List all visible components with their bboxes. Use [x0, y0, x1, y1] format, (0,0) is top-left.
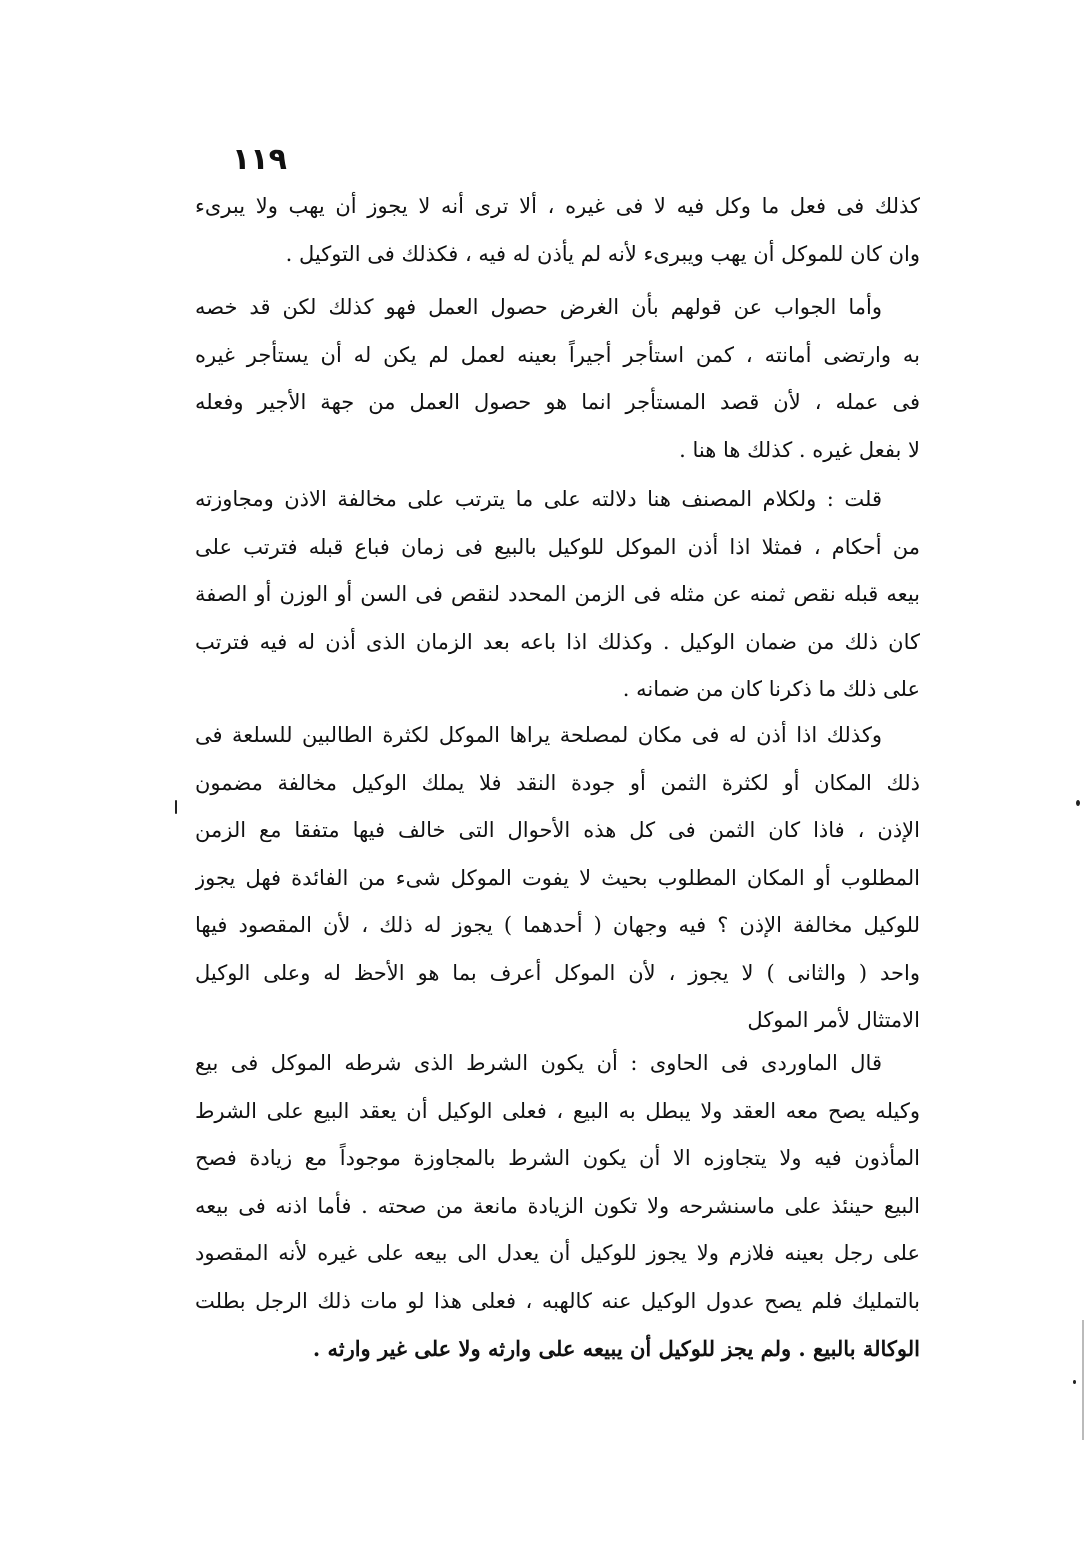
text-line: المأذون فيه ولا يتجاوزه الا أن يكون الشرط بالمجاوزة موجوداً مع زيادة فصح — [195, 1146, 920, 1170]
scan-speck — [1076, 800, 1080, 806]
text-line: وأما الجواب عن قولهم بأن الغرض حصول العمل فهو كذلك لكن قد خصه — [195, 295, 882, 319]
scan-speck — [175, 800, 177, 814]
scan-speck — [1073, 1380, 1076, 1384]
text-line: من أحكام ، فمثلا اذا أذن الموكل للوكيل بالبيع فى زمان فباع قبله فترتب على — [195, 534, 920, 559]
text-line: كذلك فى فعل ما وكل فيه لا فى غيره ، ألا ترى أنه لا يجوز أن يهب ولا يبرىء — [195, 194, 920, 218]
text-line: الامتثال لأمر الموكل — [747, 1008, 920, 1032]
page-edge-mark — [1082, 1320, 1084, 1440]
text-line: المطلوب أو المكان المطلوب بحيث لا يفوت الموكل شىء من الفائدة فهل يجوز — [195, 865, 920, 890]
text-line: به وارتضى أمانته ، كمن استأجر أجيراً بعينه لعمل لم يكن له أن يستأجر غيره — [195, 342, 920, 367]
text-line: وكذلك اذا أذن له فى مكان لمصلحة يراها الموكل لكثرة الطالبين للسلعة فى — [195, 723, 882, 747]
text-line: فى عمله ، لأن قصد المستأجر انما هو حصول العمل من جهة الأجير وفعله — [195, 390, 920, 414]
text-line: قال الماوردى فى الحاوى : أن يكون الشرط الذى شرطه الموكل فى بيع — [195, 1051, 882, 1075]
paragraph-3 — [195, 476, 920, 714]
text-line: قلت : ولكلام المصنف هنا دلالته على ما يترتب على مخالفة الاذن ومجاوزته — [195, 487, 882, 511]
text-line: وكيله يصح معه العقد ولا يبطل به البيع ، فعلى الوكيل أن يعقد البيع على الشرط — [195, 1098, 920, 1123]
text-line: كان ذلك من ضمان الوكيل . وكذلك اذا باعه بعد الزمان الذى أذن له فيه فترتب — [195, 629, 920, 654]
text-line: على رجل بعينه فلازم ولا يجوز للوكيل أن يعدل الى بيعه على غيره لأنه المقصود — [195, 1241, 920, 1265]
page-number: ١١٩ — [232, 142, 287, 177]
text-line: وان كان للموكل أن يهب ويبرىء لأنه لم يأذن له فيه ، فكذلك فى التوكيل . — [285, 241, 920, 266]
text-line: ذلك المكان أو لكثرة الثمن أو جودة النقد فلا يملك الوكيل مخالفة مضمون — [195, 770, 920, 795]
text-line: للوكيل مخالفة الإذن ؟ فيه وجهان ( أحدهما ) يجوز له ذلك ، لأن المقصود فيها — [195, 913, 920, 937]
text-line: واحد ( والثانى ) لا يجوز ، لأن الموكل أعرف بما هو الأحظ له وعلى الوكيل — [195, 960, 920, 985]
paragraph-2 — [195, 284, 920, 474]
text-line: البيع حينئذ على ماسنشرحه ولا تكون الزيادة مانعة من صحته . فأما اذنه فى بيعه — [195, 1193, 920, 1218]
paragraph-1 — [195, 183, 920, 278]
text-line: الإذن ، فاذا كان الثمن فى كل هذه الأحوال التى خالف فيها متفقا مع الزمن — [195, 818, 920, 842]
text-line: بيعه قبله نقص ثمنه عن مثله فى الزمن المحدد لنقص فى السن أو الوزن أو الصفة — [195, 582, 920, 606]
paragraph-4 — [195, 712, 920, 1045]
text-line: بالتمليك فلم يصح عدول الوكيل عنه كالهبه ، فعلى هذا لو مات ذلك الرجل بطلت — [195, 1288, 920, 1313]
text-line: لا بفعل غيره . كذلك ها هنا . — [679, 437, 920, 462]
text-line: الوكالة بالبيع . ولم يجز للوكيل أن يبيعه على وارثه ولا على غير وارثه . — [312, 1336, 920, 1361]
text-line: على ذلك ما ذكرنا كان من ضمانه . — [622, 677, 920, 701]
paragraph-5 — [195, 1040, 920, 1373]
